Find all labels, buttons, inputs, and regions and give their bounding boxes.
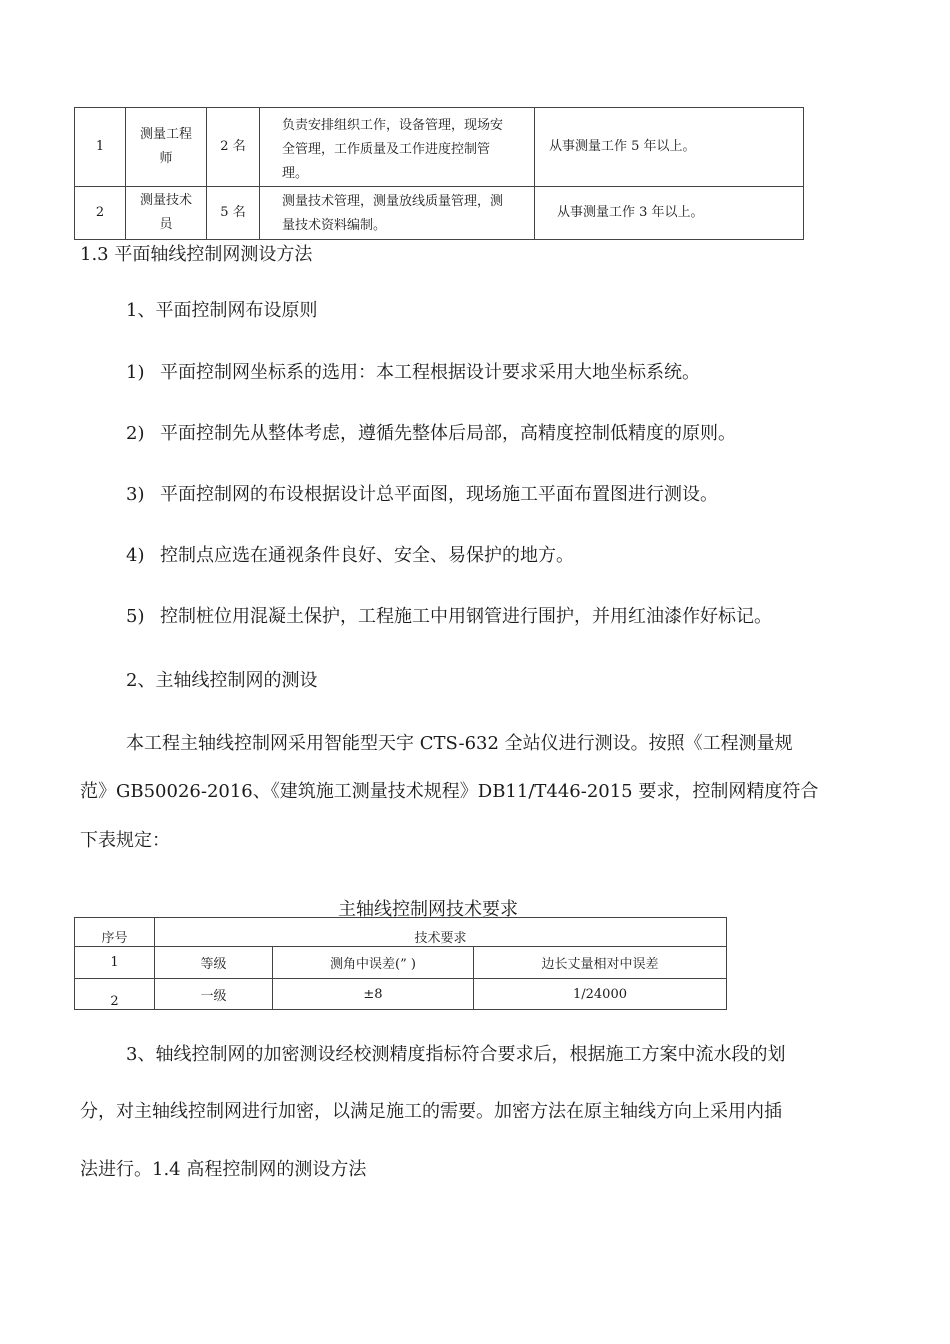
requirement-cell: 从事测量工作 3 年以上。 <box>535 187 804 240</box>
item-number: 4) <box>126 545 145 566</box>
section-heading: 1.3 平面轴线控制网测设方法 <box>80 244 313 265</box>
role-line: 师 <box>159 151 173 166</box>
angle-error-value: ±8 <box>273 979 474 1010</box>
paragraph-line: 下表规定： <box>80 830 170 851</box>
paragraph-line: 3、轴线控制网的加密测设经校测精度指标符合要求后，根据施工方案中流水段的划 <box>126 1044 786 1065</box>
role-cell <box>126 187 207 240</box>
role-line: 测量工程 <box>139 127 192 142</box>
subsection-title: 2、主轴线控制网的测设 <box>126 670 318 691</box>
subsection-title: 1、平面控制网布设原则 <box>126 300 318 321</box>
grade-value: 一级 <box>155 979 273 1010</box>
row-number: 1 <box>75 947 155 979</box>
side-error-value: 1/24000 <box>474 979 727 1010</box>
role-line: 员 <box>159 217 173 232</box>
duty-line: 全管理，工作质量及工作进度控制管 <box>282 142 491 157</box>
staff-table <box>74 107 804 240</box>
row-number: 2 <box>75 187 126 240</box>
item-text: 控制桩位用混凝土保护，工程施工中用钢管进行围护，并用红油漆作好标记。 <box>160 606 772 627</box>
table-row <box>75 187 804 240</box>
grade-header: 等级 <box>155 947 273 979</box>
duty-line: 理。 <box>282 166 309 181</box>
item-number: 3) <box>126 484 145 505</box>
item-text: 平面控制网的布设根据设计总平面图，现场施工平面布置图进行测设。 <box>160 484 718 505</box>
row-number: 1 <box>75 108 126 187</box>
count-cell: 5 名 <box>207 187 260 240</box>
item-text: 平面控制网坐标系的选用：本工程根据设计要求采用大地坐标系统。 <box>160 362 700 383</box>
paragraph-line: 法进行。1.4 高程控制网的测设方法 <box>80 1159 367 1180</box>
header-no: 序号 <box>75 918 155 947</box>
role-cell <box>126 108 207 187</box>
row-number: 2 <box>75 979 155 1010</box>
item-text: 控制点应选在通视条件良好、安全、易保护的地方。 <box>160 545 574 566</box>
paragraph-line: 分，对主轴线控制网进行加密，以满足施工的需要。加密方法在原主轴线方向上采用内插 <box>80 1101 782 1122</box>
paragraph-line: 范》GB50026-2016、《建筑施工测量技术规程》DB11/T446-2015 要求，控制网精度符合 <box>80 781 819 802</box>
side-error-header: 边长丈量相对中误差 <box>474 947 727 979</box>
principle-item <box>126 358 700 384</box>
header-tech: 技术要求 <box>155 918 727 947</box>
item-text: 平面控制先从整体考虑，遵循先整体后局部，高精度控制低精度的原则。 <box>160 423 736 444</box>
angle-error-header: 测角中误差(” ) <box>273 947 474 979</box>
principle-item <box>126 480 718 506</box>
spec-table <box>74 917 727 1010</box>
role-line: 测量技术 <box>139 193 192 208</box>
table-row <box>75 108 804 187</box>
requirement-cell: 从事测量工作 5 年以上。 <box>535 108 804 187</box>
principle-item <box>126 602 772 628</box>
duty-line: 量技术资料编制。 <box>282 218 387 233</box>
table-row <box>75 979 727 1010</box>
paragraph-line: 本工程主轴线控制网采用智能型天宇 CTS-632 全站仪进行测设。按照《工程测量规 <box>126 733 793 754</box>
item-number: 1) <box>126 362 145 383</box>
table-row <box>75 918 727 947</box>
count-cell: 2 名 <box>207 108 260 187</box>
duty-line: 测量技术管理，测量放线质量管理，测 <box>282 194 504 209</box>
item-number: 2) <box>126 423 145 444</box>
principle-item <box>126 541 574 567</box>
principle-item <box>126 419 736 445</box>
item-number: 5) <box>126 606 145 627</box>
duty-line: 负责安排组织工作，设备管理，现场安 <box>282 118 504 133</box>
table-row <box>75 947 727 979</box>
table-caption: 主轴线控制网技术要求 <box>338 899 518 920</box>
duty-cell <box>260 108 535 187</box>
duty-cell <box>260 187 535 240</box>
